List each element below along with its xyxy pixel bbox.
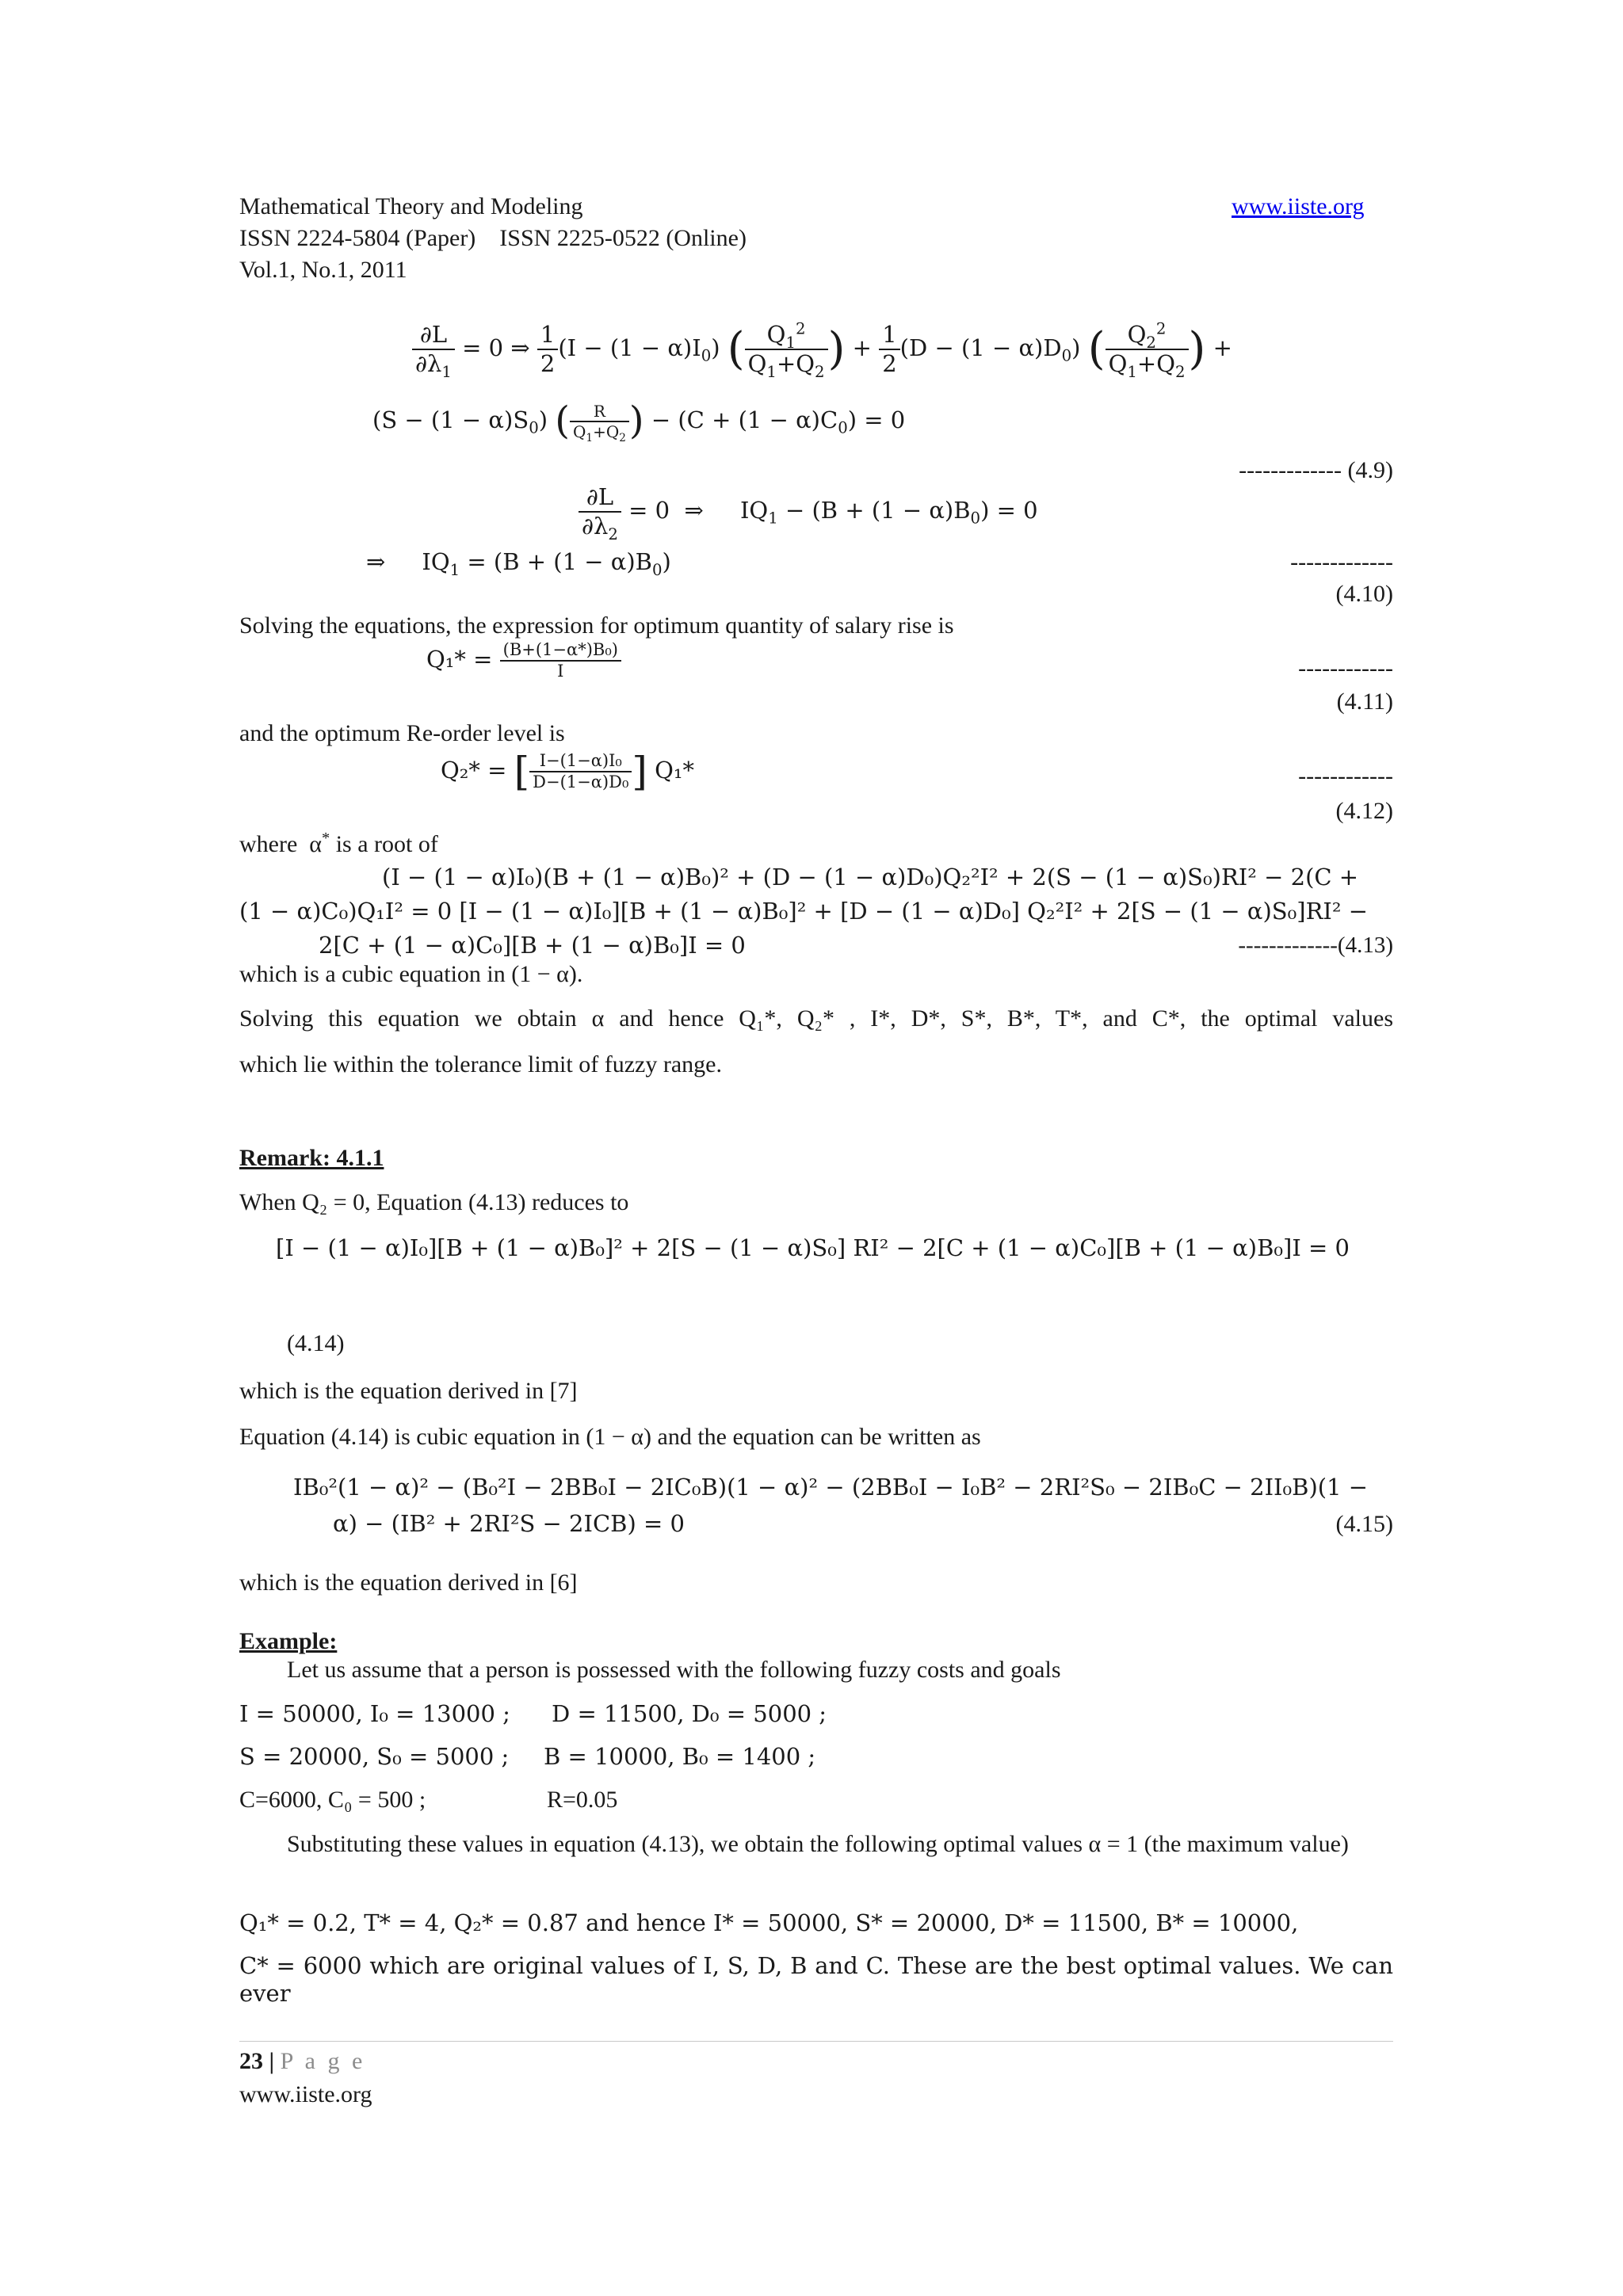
equation-4-12-dash: ------------	[1298, 763, 1393, 789]
partial-l-lambda2-fraction: $\frac{\partial L}{\partial\lambda_2}$	[579, 483, 621, 540]
where-text: where α* is a root of	[239, 830, 438, 857]
equation-4-10-line2: ⇒ $IQ_1 = (B + (1 - \alpha)B_0)$	[366, 548, 671, 579]
half-fraction: $\frac{1}{2}$	[537, 321, 558, 378]
equation-4-10-line1: $\frac{\partial L}{\partial\lambda_2}$ = 0 ⇒ $IQ_1 - (B + (1 - \alpha)B_0) = 0$	[579, 483, 1038, 540]
journal-title: Mathematical Theory and Modeling	[239, 193, 583, 219]
equation-4-15-tag: (4.15)	[1335, 1511, 1393, 1537]
solving-text: Solving the equations, the expression for optimum quantity of salary rise is	[239, 612, 954, 639]
equation-4-9-line2: $(S - (1 - \alpha)S_0)$ ( $\frac{R}{Q_1+Q_2}$ ) − $(C + (1 - \alpha)C_0) = 0$	[372, 399, 906, 444]
equation-4-14: [I − (1 − α)I₀][B + (1 − α)B₀]² + 2[S − (1 − α)S₀] RI² − 2[C + (1 − α)C₀][B + (1 − α)B₀]I = 0	[276, 1234, 1350, 1261]
equation-4-15-line2: α) − (IB² + 2RI²S − 2ICB) = 0	[333, 1510, 685, 1537]
equation-4-9-line1: $\frac{\partial L}{\partial\lambda_1}$ = 0 ⇒ $\frac{1}{2}$ $(I - (1 - \alpha)I_0)$ ( $\frac{Q_1^2}{Q_1+Q_2}$ ) + $\frac{1}{2}$ $(D - (1 - \alpha)D_0)$ ( $\frac{Q_2^2}{Q_1+Q_2}$ ) +	[412, 321, 1232, 378]
footer-divider	[239, 2041, 1393, 2042]
equation-4-11-tag: (4.11)	[1336, 688, 1393, 715]
substituting-text: Substituting these values in equation (4.13), we obtain the following optimal values α = 1 (the maximum value)	[287, 1831, 1349, 1857]
result-line1: Q₁* = 0.2, T* = 4, Q₂* = 0.87 and hence I* = 50000, S* = 20000, D* = 11500, B* = 10000,	[239, 1909, 1299, 1936]
assume-text: Let us assume that a person is possessed with the following fuzzy costs and goals	[287, 1657, 1061, 1683]
values-row1a: I = 50000, I₀ = 13000 ;	[239, 1700, 510, 1727]
equation-4-11: Q₁* = $\frac{\text{(B+(1−α*)B₀)}}{I}$	[426, 640, 621, 681]
remark-heading: Remark: 4.1.1	[239, 1145, 384, 1171]
solving3-text: which lie within the tolerance limit of fuzzy range.	[239, 1051, 722, 1077]
footer-page-number	[239, 2047, 365, 2076]
values-row3b: R=0.05	[547, 1787, 618, 1813]
partial-l-lambda1-fraction: $\frac{\partial L}{\partial\lambda_1}$	[412, 321, 455, 378]
footer-website: www.iiste.org	[239, 2081, 372, 2107]
equation-4-11-dash: ------------	[1298, 655, 1393, 681]
when-text: When Q₂ = 0, Equation (4.13) reduces to	[239, 1189, 629, 1215]
equation-4-12: Q₂* = [ $\frac{\text{I−(1−α)I₀}}{\text{D−(1−α)D₀}}$ ] Q₁*	[441, 749, 695, 795]
page-separator: |	[269, 2048, 275, 2074]
values-row1b: D = 11500, D₀ = 5000 ;	[552, 1700, 827, 1727]
equation-4-13-tag: -------------(4.13)	[1238, 933, 1393, 958]
result-line2: C* = 6000 which are original values of I, S, D, B and C. These are the best optimal values. We can ever	[239, 1952, 1393, 2007]
derived-7-text: which is the equation derived in [7]	[239, 1378, 578, 1404]
derived-6-text: which is the equation derived in [6]	[239, 1569, 578, 1596]
values-row3a: C=6000, C₀ = 500 ;	[239, 1787, 426, 1813]
cubic-text: which is a cubic equation in (1 − α).	[239, 961, 583, 987]
values-row2b: B = 10000, B₀ = 1400 ;	[544, 1743, 816, 1770]
equation-4-10-dash: -------------	[1290, 549, 1393, 575]
header-website-link[interactable]: www.iiste.org	[1232, 193, 1365, 219]
example-heading: Example:	[239, 1628, 338, 1654]
reorder-text: and the optimum Re-order level is	[239, 720, 565, 746]
values-row2a: S = 20000, S₀ = 5000 ;	[239, 1743, 510, 1770]
page-number: 23	[239, 2048, 263, 2074]
issn-line: ISSN 2224-5804 (Paper) ISSN 2225-0522 (Online)	[239, 225, 747, 251]
page-label: P a g e	[280, 2048, 366, 2074]
equation-4-10-tag: (4.10)	[1335, 581, 1393, 607]
volume-line: Vol.1, No.1, 2011	[239, 257, 407, 283]
equation-4-12-tag: (4.12)	[1335, 798, 1393, 824]
eq414-cubic-text: Equation (4.14) is cubic equation in (1 − α) and the equation can be written as	[239, 1424, 981, 1450]
equation-4-15-line1: IB₀²(1 − α)² − (B₀²I − 2BB₀I − 2IC₀B)(1 − α)² − (2BB₀I − I₀B² − 2RI²S₀ − 2IB₀C − 2II₀B)(1 −	[293, 1474, 1369, 1501]
equation-4-14-tag: (4.14)	[287, 1330, 345, 1356]
equation-4-13: (I − (1 − α)I₀)(B + (1 − α)B₀)² + (D − (1 − α)D₀)Q₂²I² + 2(S − (1 − α)S₀)RI² − 2(C + (1 − α)C₀)Q₁I² = 0 [I − (1 − α)I₀][B + (1 − α)B₀]² + [D − (1 − α)D₀] Q₂²I² + 2[S − (1 − α)S₀]RI² − 2[C + (1 − α)C₀][B + (1 − α)B₀]I = 0	[239, 864, 1369, 959]
solving2-text: Solving this equation we obtain α and hence Q₁*, Q₂* , I*, D*, S*, B*, T*, and C*, the optimal values	[239, 1005, 1393, 1032]
equation-4-9-tag: ------------- (4.9)	[1239, 457, 1393, 483]
